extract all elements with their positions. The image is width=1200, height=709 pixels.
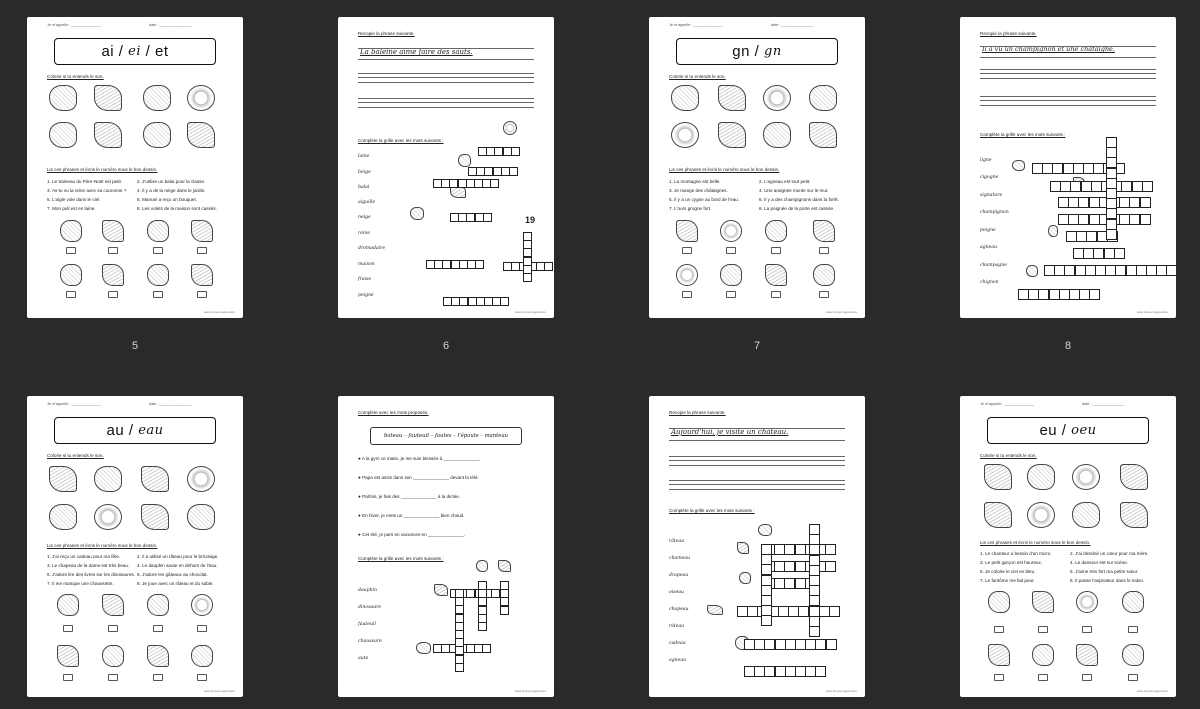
answer-box[interactable]	[819, 247, 829, 254]
rule-line	[669, 480, 845, 481]
date-field-label: date : _______________	[771, 23, 814, 27]
page-thumbnail-12[interactable]	[960, 396, 1176, 697]
answer-box[interactable]	[63, 625, 73, 632]
fill-sentence: ● En hiver, je mets un ______________ bien chaud.	[358, 513, 465, 518]
rule-line	[980, 96, 1156, 97]
sentence: 7. Il me manque une chaussette.	[47, 581, 114, 586]
word: chignon	[980, 280, 999, 285]
answer-box[interactable]	[197, 247, 207, 254]
sentence: 4. Le danseur est sur scène.	[1070, 560, 1128, 565]
shell-image[interactable]	[1072, 502, 1100, 528]
word: signature	[980, 193, 1003, 198]
rule-line	[980, 57, 1156, 58]
word: champignon	[980, 210, 1009, 215]
answer-box[interactable]	[66, 291, 76, 298]
answer-box[interactable]	[108, 674, 118, 681]
grid-cell[interactable]	[1166, 265, 1176, 276]
grid-cell[interactable]	[491, 589, 500, 598]
grid-cell[interactable]	[482, 644, 491, 653]
word: beige	[358, 170, 371, 175]
date-field-label: date : _______________	[1082, 402, 1125, 406]
rake-icon	[737, 542, 749, 554]
rule-line	[358, 98, 534, 99]
sentence: 3. Le chapeau de la dame est très beau.	[47, 563, 130, 568]
word: ligne	[980, 158, 992, 163]
pic-6	[720, 264, 742, 286]
pic-7	[147, 264, 169, 286]
pic-3	[1076, 591, 1098, 613]
fill-sentence: ● Papa est assis dans son ______________ devant la télé.	[358, 475, 479, 480]
grid-instruction: Complète la grille avec les mots suivants :	[358, 138, 444, 143]
color-instruction: Colorie si tu entends le son.	[669, 74, 726, 79]
word: chameau	[669, 556, 691, 561]
pic-7	[765, 264, 787, 286]
grid-cell[interactable]	[511, 147, 520, 156]
pic-4	[813, 220, 835, 242]
rule-line	[669, 489, 845, 490]
sofa-icon	[416, 642, 431, 654]
copy-instruction: Recopie la phrase suivante.	[358, 31, 415, 36]
pic-6	[102, 264, 124, 286]
grid-cell[interactable]	[475, 260, 484, 269]
number-19-icon: 19	[525, 215, 536, 225]
word: agneau	[669, 658, 687, 663]
footer-credit: www.tit-pour-apprendre	[514, 689, 546, 693]
pic-4	[191, 220, 213, 242]
tulip-image[interactable]	[49, 504, 77, 530]
sentence: 5. L'aigle vole dans le ciel.	[47, 197, 101, 202]
answer-box[interactable]	[197, 291, 207, 298]
page-number: 7	[753, 340, 761, 352]
sentence: 3. Le petit garçon est heureux.	[980, 560, 1043, 565]
grid-cell[interactable]	[483, 213, 492, 222]
answer-box[interactable]	[1128, 626, 1138, 633]
answer-box[interactable]	[153, 674, 163, 681]
sentence: 5. Il y a un cygne au bord de l'eau.	[669, 197, 740, 202]
sentence: 2. L'agneau est tout petit.	[759, 179, 811, 184]
sentence: 4. Il y a de la neige dans le jardin.	[137, 188, 206, 193]
sentence: 6. Il y a des champignons dans la forêt.	[759, 197, 839, 202]
pic-7	[147, 645, 169, 667]
grid-cell[interactable]	[455, 663, 464, 672]
read-instruction: Lis ces phrases et écris le numéro sous le bon dessin.	[669, 167, 780, 172]
pic-6	[1032, 644, 1054, 666]
cloud-image[interactable]	[94, 122, 122, 148]
pic-3	[147, 220, 169, 242]
rule-line	[980, 105, 1156, 106]
answer-box[interactable]	[1128, 674, 1138, 681]
fill-sentence: ● Parfois, je fais des ______________ à la dictée.	[358, 494, 461, 499]
word: laine	[358, 154, 370, 159]
answer-box[interactable]	[197, 674, 207, 681]
answer-box[interactable]	[66, 247, 76, 254]
rule-line	[669, 428, 845, 429]
rule-line	[980, 73, 1156, 74]
sentence: 3. Je mange des châtaignes.	[669, 188, 728, 193]
sentence: 6. Maman a reçu un bouquet.	[137, 197, 198, 202]
word: chapeau	[669, 607, 689, 612]
answer-box[interactable]	[1038, 626, 1048, 633]
rule-line	[358, 102, 534, 103]
airplane-image[interactable]	[94, 85, 122, 111]
grid-cell[interactable]	[809, 626, 820, 637]
name-field-label: Je m'appelle : ______________	[980, 402, 1034, 406]
footer-credit: www.tit-pour-apprendre	[1136, 689, 1168, 693]
footer-credit: www.tit-pour-apprendre	[1136, 310, 1168, 314]
name-field-label: Je m'appelle : ______________	[669, 23, 723, 27]
strawberry-icon	[458, 154, 471, 167]
rule-line	[358, 73, 534, 74]
page-number: 8	[1064, 340, 1072, 352]
sound-title: eu / oeu	[987, 417, 1149, 444]
page-number: 5	[131, 340, 139, 352]
sentence: 6. J'adore les gâteaux au chocolat.	[137, 572, 208, 577]
answer-box[interactable]	[819, 291, 829, 298]
sentence: 2. Il a utilisé un râteau pour le bricolage.	[137, 554, 219, 559]
answer-box[interactable]	[771, 247, 781, 254]
color-instruction: Colorie si tu entends le son.	[980, 453, 1037, 458]
sentence: 2. J'utilise un balai pour la classe.	[137, 179, 206, 184]
pic-4	[1122, 591, 1144, 613]
cap-icon	[476, 560, 488, 572]
pic-6	[102, 645, 124, 667]
house-icon	[410, 207, 424, 220]
footer-credit: www.tit-pour-apprendre	[825, 689, 857, 693]
footer-credit: www.tit-pour-apprendre	[825, 310, 857, 314]
flag-icon	[739, 572, 751, 584]
answer-box[interactable]	[1082, 674, 1092, 681]
pic-3	[765, 220, 787, 242]
pic-2	[102, 220, 124, 242]
vase-image[interactable]	[143, 122, 171, 148]
house-image[interactable]	[49, 85, 77, 111]
word: cadeau	[669, 641, 686, 646]
rule-line	[980, 46, 1156, 47]
word-bank: bateau – fauteuil – fautes – l'épaule – manteau	[370, 427, 522, 445]
spider-image[interactable]	[671, 122, 699, 148]
sentence: 3. As-tu vu la reine avec sa couronne ?	[47, 188, 127, 193]
sentence: 4. Une araignée monte sur le mur.	[759, 188, 829, 193]
grid-cell[interactable]	[825, 561, 836, 572]
strawberry-image[interactable]	[49, 122, 77, 148]
rabbit-image[interactable]	[187, 466, 215, 492]
fill-sentence: ● Cet été, je pars en vacances en ______________.	[358, 532, 465, 537]
sentence: 1. Le traineau du Père-Noël est petit.	[47, 179, 123, 184]
page-thumbnail-9[interactable]	[27, 396, 243, 697]
word: reine	[358, 231, 371, 236]
word: oiseau	[669, 590, 685, 595]
dolphin-icon	[434, 584, 448, 596]
grid-cell[interactable]	[1142, 181, 1153, 192]
rule-line	[669, 484, 845, 485]
sentence: 8. Je joue avec un râteau et du sable.	[137, 581, 214, 586]
word: aiguille	[358, 200, 376, 205]
penguin-image[interactable]	[763, 85, 791, 111]
word: fraise	[358, 277, 372, 282]
read-instruction: Lis ces phrases et écris le numéro sous le bon dessin.	[47, 167, 158, 172]
swan-image[interactable]	[809, 122, 837, 148]
sentence: 7. Mon pull est en laine.	[47, 206, 96, 211]
mushroom-icon	[1012, 160, 1025, 171]
grid-cell[interactable]	[490, 179, 499, 188]
answer-box[interactable]	[153, 625, 163, 632]
fruit-image[interactable]	[671, 85, 699, 111]
sound-title: ai / ei / et	[54, 38, 216, 65]
grid-cell[interactable]	[478, 622, 487, 631]
rule-line	[980, 100, 1156, 101]
grid-cell[interactable]	[815, 666, 826, 677]
answer-box[interactable]	[994, 626, 1004, 633]
answer-box[interactable]	[682, 291, 692, 298]
bow-image[interactable]	[1072, 464, 1100, 490]
grid-cell[interactable]	[1140, 197, 1151, 208]
answer-box[interactable]	[771, 291, 781, 298]
word: peigne	[980, 228, 996, 233]
castle-image[interactable]	[141, 466, 169, 492]
racket-icon	[503, 121, 517, 135]
basket-image[interactable]	[1120, 464, 1148, 490]
pic-5	[988, 644, 1010, 666]
grid-cell[interactable]	[1140, 214, 1151, 225]
pic-8	[191, 264, 213, 286]
grid-cell[interactable]	[1114, 248, 1125, 259]
sound-title: au / eau	[54, 417, 216, 444]
grid-cell[interactable]	[544, 262, 553, 271]
mushroom-image[interactable]	[763, 122, 791, 148]
grid-cell[interactable]	[500, 297, 509, 306]
pic-5	[60, 264, 82, 286]
cap-image[interactable]	[187, 504, 215, 530]
model-sentence: La baleine aime faire des sauts.	[360, 48, 473, 56]
date-field-label: date : _______________	[149, 23, 192, 27]
answer-box[interactable]	[994, 674, 1004, 681]
rule-line	[358, 107, 534, 108]
sentence: 1. La montagne est belle.	[669, 179, 721, 184]
vacuum-image[interactable]	[1027, 464, 1055, 490]
answer-box[interactable]	[1082, 626, 1092, 633]
page-thumbnail-5[interactable]	[27, 17, 243, 318]
word: chaussure	[358, 639, 382, 644]
page-thumbnail-11[interactable]	[649, 396, 865, 697]
pic-5	[57, 645, 79, 667]
fill-instruction: Complète avec les mots proposés.	[358, 410, 429, 415]
rule-line	[669, 456, 845, 457]
read-instruction: Lis ces phrases et écris le numéro sous le bon dessin.	[47, 543, 158, 548]
read-instruction: Lis ces phrases et écris le numéro sous le bon dessin.	[980, 540, 1091, 545]
model-sentence: Aujourd'hui, je visite un château.	[671, 428, 789, 436]
pic-8	[191, 645, 213, 667]
page-thumbnail-10[interactable]	[338, 396, 554, 697]
pic-1	[60, 220, 82, 242]
page-thumbnail-7[interactable]	[649, 17, 865, 318]
color-instruction: Colorie si tu entends le son.	[47, 453, 104, 458]
rule-line	[358, 82, 534, 83]
grid-instruction: Complète la grille avec les mots suivants :	[980, 132, 1066, 137]
copy-instruction: Recopie la phrase suivante.	[669, 410, 726, 415]
sentence: 2. J'ai dessiné un cœur pour ma mère.	[1070, 551, 1149, 556]
word: râteau	[669, 539, 685, 544]
hat-image[interactable]	[187, 85, 215, 111]
pic-3	[147, 594, 169, 616]
pic-1	[988, 591, 1010, 613]
word: neige	[358, 215, 371, 220]
gift-icon	[758, 524, 772, 536]
answer-box[interactable]	[153, 291, 163, 298]
fill-sentence: ● A la gym ce matin, je me suis blessée à ______________.	[358, 456, 481, 461]
rule-line	[669, 440, 845, 441]
word: balai	[358, 185, 370, 190]
hair-icon	[1026, 265, 1038, 277]
word: peigne	[358, 293, 374, 298]
sentence: 4. Le dauphin saute en dehors de l'eau.	[137, 563, 218, 568]
answer-box[interactable]	[108, 625, 118, 632]
grid-cell[interactable]	[509, 167, 518, 176]
pic-8	[1122, 644, 1144, 666]
rule-line	[358, 59, 534, 60]
name-field-label: Je m'appelle : ______________	[47, 23, 101, 27]
pic-4	[191, 594, 213, 616]
word: agneau	[980, 245, 998, 250]
rake-image[interactable]	[94, 466, 122, 492]
answer-box[interactable]	[726, 247, 736, 254]
word: drapeau	[669, 573, 689, 578]
footer-credit: www.tit-pour-apprendre	[203, 310, 235, 314]
scissors-image[interactable]	[187, 122, 215, 148]
page-thumbnail-6[interactable]	[338, 17, 554, 318]
pic-7	[1076, 644, 1098, 666]
answer-box[interactable]	[108, 291, 118, 298]
word: auto	[358, 656, 369, 661]
key-image[interactable]	[718, 122, 746, 148]
word: rideau	[669, 624, 685, 629]
rule-line	[358, 77, 534, 78]
sentence: 8. Les volets de la maison sont cassés.	[137, 206, 217, 211]
bee-image[interactable]	[1120, 502, 1148, 528]
grid-cell[interactable]	[500, 606, 509, 615]
butter-image[interactable]	[984, 502, 1012, 528]
tool-icon	[1048, 225, 1058, 237]
heart-image[interactable]	[94, 504, 122, 530]
chestnut-image[interactable]	[809, 85, 837, 111]
word: dauphin	[358, 588, 377, 593]
sentence: 6. J'aime très fort ma petite sœur.	[1070, 569, 1139, 574]
word: maison	[358, 262, 375, 267]
page-thumbnail-8[interactable]	[960, 17, 1176, 318]
pic-5	[676, 264, 698, 286]
answer-box[interactable]	[108, 247, 118, 254]
color-instruction: Colorie si tu entends le son.	[47, 74, 104, 79]
name-field-label: Je m'appelle : ______________	[47, 402, 101, 406]
rule-line	[980, 78, 1156, 79]
grid-cell[interactable]	[1106, 229, 1117, 240]
pic-1	[676, 220, 698, 242]
answer-box[interactable]	[682, 247, 692, 254]
grid-cell[interactable]	[826, 639, 837, 650]
rule-line	[358, 48, 534, 49]
date-field-label: date : _______________	[149, 402, 192, 406]
copy-instruction: Recopie la phrase suivante.	[980, 31, 1037, 36]
shoe-icon	[498, 560, 511, 572]
word: cigogne	[980, 175, 999, 180]
grid-instruction: Complète la grille avec les mots suivants :	[358, 556, 444, 561]
rule-line	[669, 465, 845, 466]
model-sentence: Il a vu un champignon et une châtaigne.	[982, 45, 1115, 53]
answer-box[interactable]	[63, 674, 73, 681]
footer-credit: www.tit-pour-apprendre	[514, 310, 546, 314]
pic-2	[720, 220, 742, 242]
grid-cell[interactable]	[1089, 289, 1100, 300]
unicorn-image[interactable]	[143, 85, 171, 111]
sentence: 7. Le fantôme me fait peur.	[980, 578, 1035, 583]
word: fauteuil	[358, 622, 376, 627]
word: dromadaire	[358, 246, 386, 251]
answer-box[interactable]	[726, 291, 736, 298]
sentence: 8. Il passe l'aspirateur dans le salon.	[1070, 578, 1145, 583]
footer-credit: www.tit-pour-apprendre	[203, 689, 235, 693]
grid-instruction: Complète la grille avec les mots suivants :	[669, 508, 755, 513]
page-number: 6	[442, 340, 450, 352]
building-image[interactable]	[984, 464, 1012, 490]
tower-image[interactable]	[718, 85, 746, 111]
rule-line	[669, 460, 845, 461]
sentence: 1. J'ai reçu un cadeau pour ma fête.	[47, 554, 121, 559]
heart-image[interactable]	[1027, 502, 1055, 528]
word: dinosaure	[358, 605, 382, 610]
sound-title: gn / gn	[676, 38, 838, 65]
sentence: 5. Je colorie le ciel en bleu.	[980, 569, 1036, 574]
rule-line	[980, 69, 1156, 70]
grid-cell[interactable]	[761, 615, 772, 626]
sentence: 8. La poignée de la porte est cassée.	[759, 206, 835, 211]
pic-8	[813, 264, 835, 286]
pic-2	[1032, 591, 1054, 613]
sentence: 1. Le chanteur a besoin d'un micro.	[980, 551, 1052, 556]
sentence: 7. L'ours grogne fort.	[669, 206, 712, 211]
grid-cell[interactable]	[523, 273, 532, 282]
hat-icon	[707, 605, 723, 615]
answer-box[interactable]	[153, 247, 163, 254]
sentence: 5. J'adore lire des livres sur les dinosaures.	[47, 572, 135, 577]
grid-cell[interactable]	[825, 544, 836, 555]
pic-2	[102, 594, 124, 616]
answer-box[interactable]	[1038, 674, 1048, 681]
pic-1	[57, 594, 79, 616]
word: champagne	[980, 263, 1007, 268]
answer-box[interactable]	[197, 625, 207, 632]
cake-image[interactable]	[49, 466, 77, 492]
grid-cell[interactable]	[829, 606, 840, 617]
butterfly-image[interactable]	[141, 504, 169, 530]
